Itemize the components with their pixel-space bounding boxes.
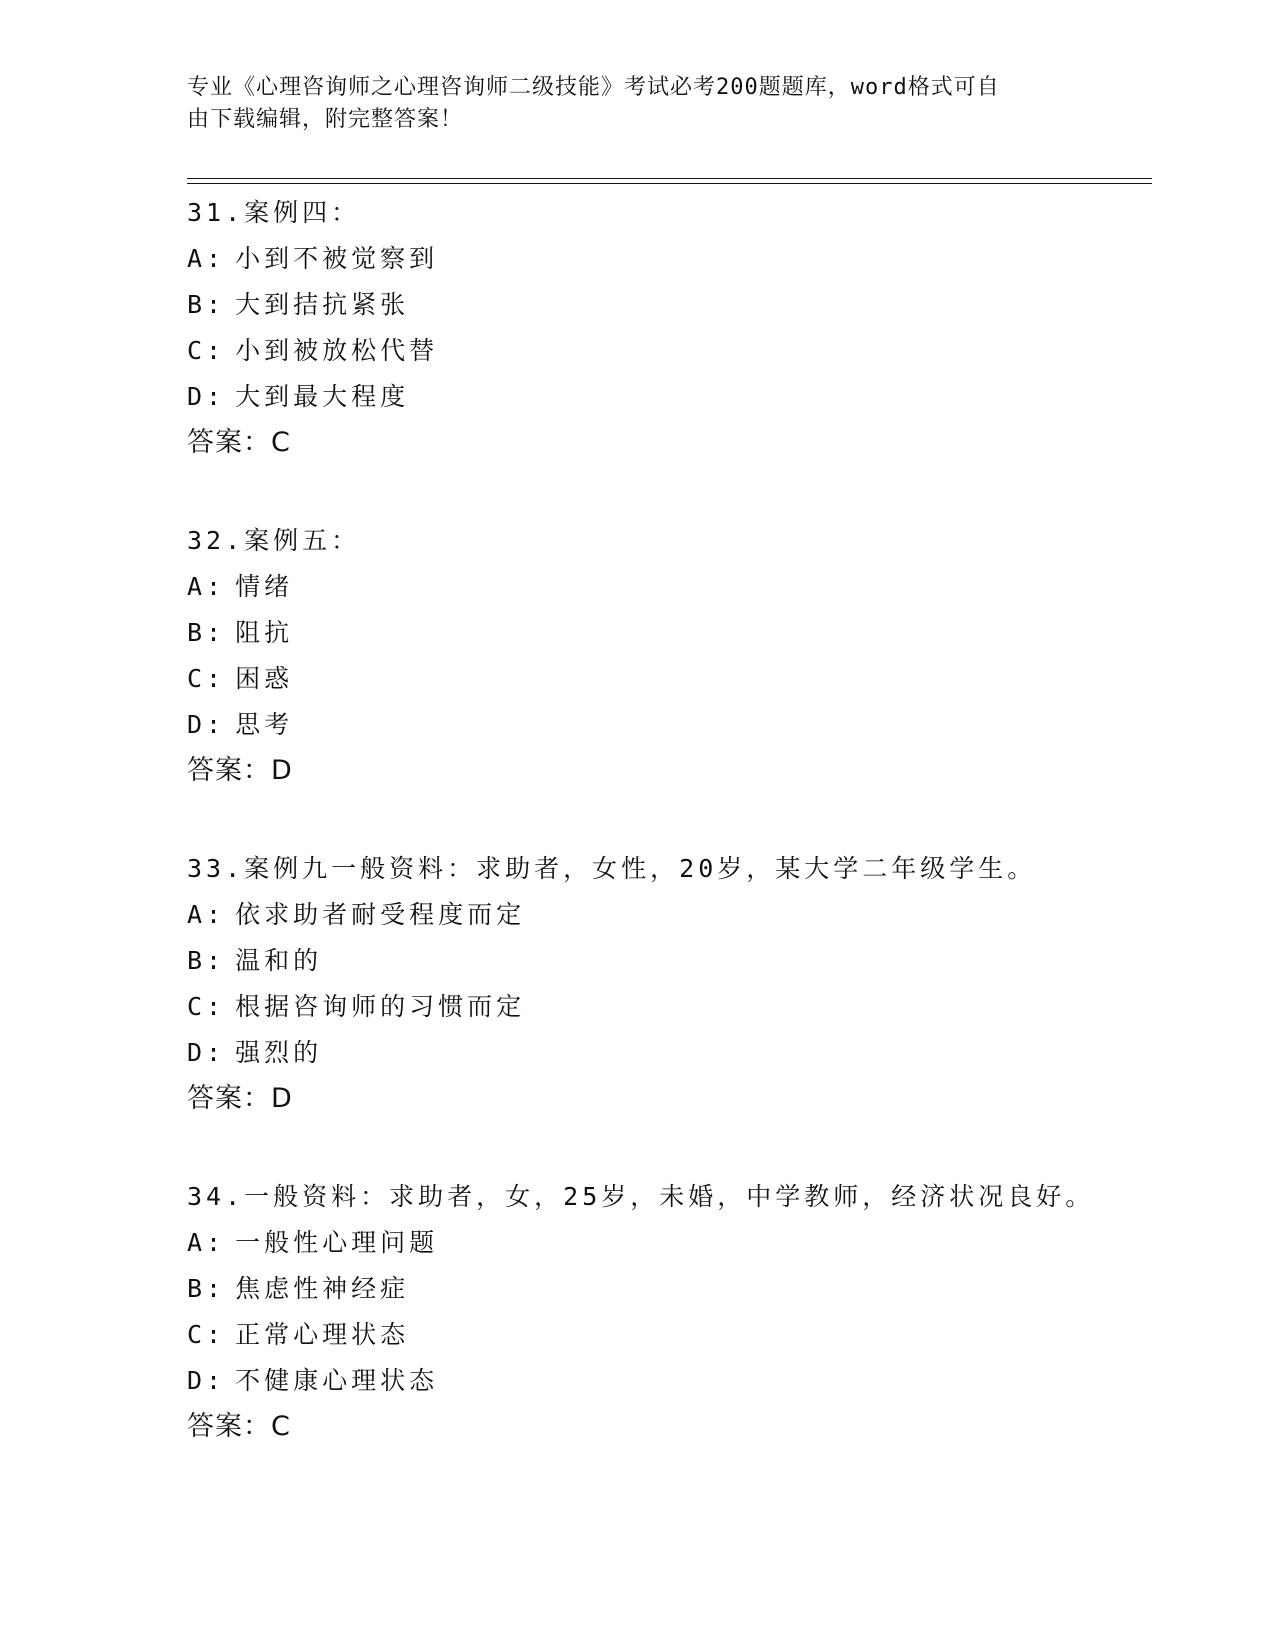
option-c bbox=[187, 1312, 1147, 1358]
option-b bbox=[187, 610, 1147, 656]
option-text: 大到拮抗紧张 bbox=[235, 290, 410, 319]
answer-line: 答案：C bbox=[187, 427, 291, 458]
option-text: 不健康心理状态 bbox=[235, 1366, 439, 1395]
option-key: A: bbox=[187, 900, 226, 929]
option-key: C: bbox=[187, 664, 226, 693]
option-text: 根据咨询师的习惯而定 bbox=[235, 992, 526, 1021]
header-divider-bottom bbox=[187, 183, 1152, 184]
option-c bbox=[187, 656, 1147, 702]
option-b bbox=[187, 282, 1147, 328]
header-divider-top bbox=[187, 178, 1152, 179]
answer-line: 答案：D bbox=[187, 755, 293, 786]
option-key: D: bbox=[187, 1366, 226, 1395]
option-d bbox=[187, 702, 1147, 748]
option-text: 焦虑性神经症 bbox=[235, 1274, 410, 1303]
option-key: A: bbox=[187, 244, 226, 273]
option-c bbox=[187, 984, 1147, 1030]
option-a bbox=[187, 1220, 1147, 1266]
option-text: 阻抗 bbox=[235, 618, 294, 647]
option-key: C: bbox=[187, 1320, 226, 1349]
question-stem: 32.案例五： bbox=[187, 526, 361, 555]
document-header bbox=[187, 72, 1067, 136]
option-text: 思考 bbox=[235, 710, 294, 739]
option-key: B: bbox=[187, 290, 226, 319]
option-key: B: bbox=[187, 946, 226, 975]
option-a bbox=[187, 236, 1147, 282]
option-key: D: bbox=[187, 382, 226, 411]
question-31 bbox=[187, 190, 1147, 466]
option-key: D: bbox=[187, 710, 226, 739]
option-text: 大到最大程度 bbox=[235, 382, 410, 411]
question-list bbox=[187, 190, 1147, 1502]
option-text: 温和的 bbox=[235, 946, 323, 975]
option-a bbox=[187, 892, 1147, 938]
option-d bbox=[187, 1358, 1147, 1404]
option-text: 一般性心理问题 bbox=[235, 1228, 439, 1257]
option-text: 小到不被觉察到 bbox=[235, 244, 439, 273]
option-key: C: bbox=[187, 992, 226, 1021]
answer-line: 答案：D bbox=[187, 1083, 293, 1114]
option-c bbox=[187, 328, 1147, 374]
option-key: A: bbox=[187, 572, 226, 601]
option-key: D: bbox=[187, 1038, 226, 1067]
option-text: 强烈的 bbox=[235, 1038, 323, 1067]
question-stem: 33.案例九一般资料：求助者，女性，20岁，某大学二年级学生。 bbox=[187, 854, 1037, 883]
header-line-1: 专业《心理咨询师之心理咨询师二级技能》考试必考200题题库，word格式可自 bbox=[187, 75, 1000, 100]
answer-line: 答案：C bbox=[187, 1411, 291, 1442]
option-d bbox=[187, 374, 1147, 420]
option-text: 正常心理状态 bbox=[235, 1320, 410, 1349]
option-key: C: bbox=[187, 336, 226, 365]
option-b bbox=[187, 1266, 1147, 1312]
question-stem: 31.案例四： bbox=[187, 198, 361, 227]
question-32 bbox=[187, 518, 1147, 794]
option-b bbox=[187, 938, 1147, 984]
option-key: B: bbox=[187, 1274, 226, 1303]
option-text: 情绪 bbox=[235, 572, 294, 601]
option-text: 依求助者耐受程度而定 bbox=[235, 900, 526, 929]
question-33 bbox=[187, 846, 1147, 1122]
option-key: A: bbox=[187, 1228, 226, 1257]
option-text: 困惑 bbox=[235, 664, 294, 693]
header-line-2: 由下载编辑，附完整答案！ bbox=[187, 107, 464, 132]
option-a bbox=[187, 564, 1147, 610]
option-text: 小到被放松代替 bbox=[235, 336, 439, 365]
question-34 bbox=[187, 1174, 1147, 1450]
question-stem: 34.一般资料：求助者，女，25岁，未婚，中学教师，经济状况良好。 bbox=[187, 1182, 1095, 1211]
option-d bbox=[187, 1030, 1147, 1076]
option-key: B: bbox=[187, 618, 226, 647]
